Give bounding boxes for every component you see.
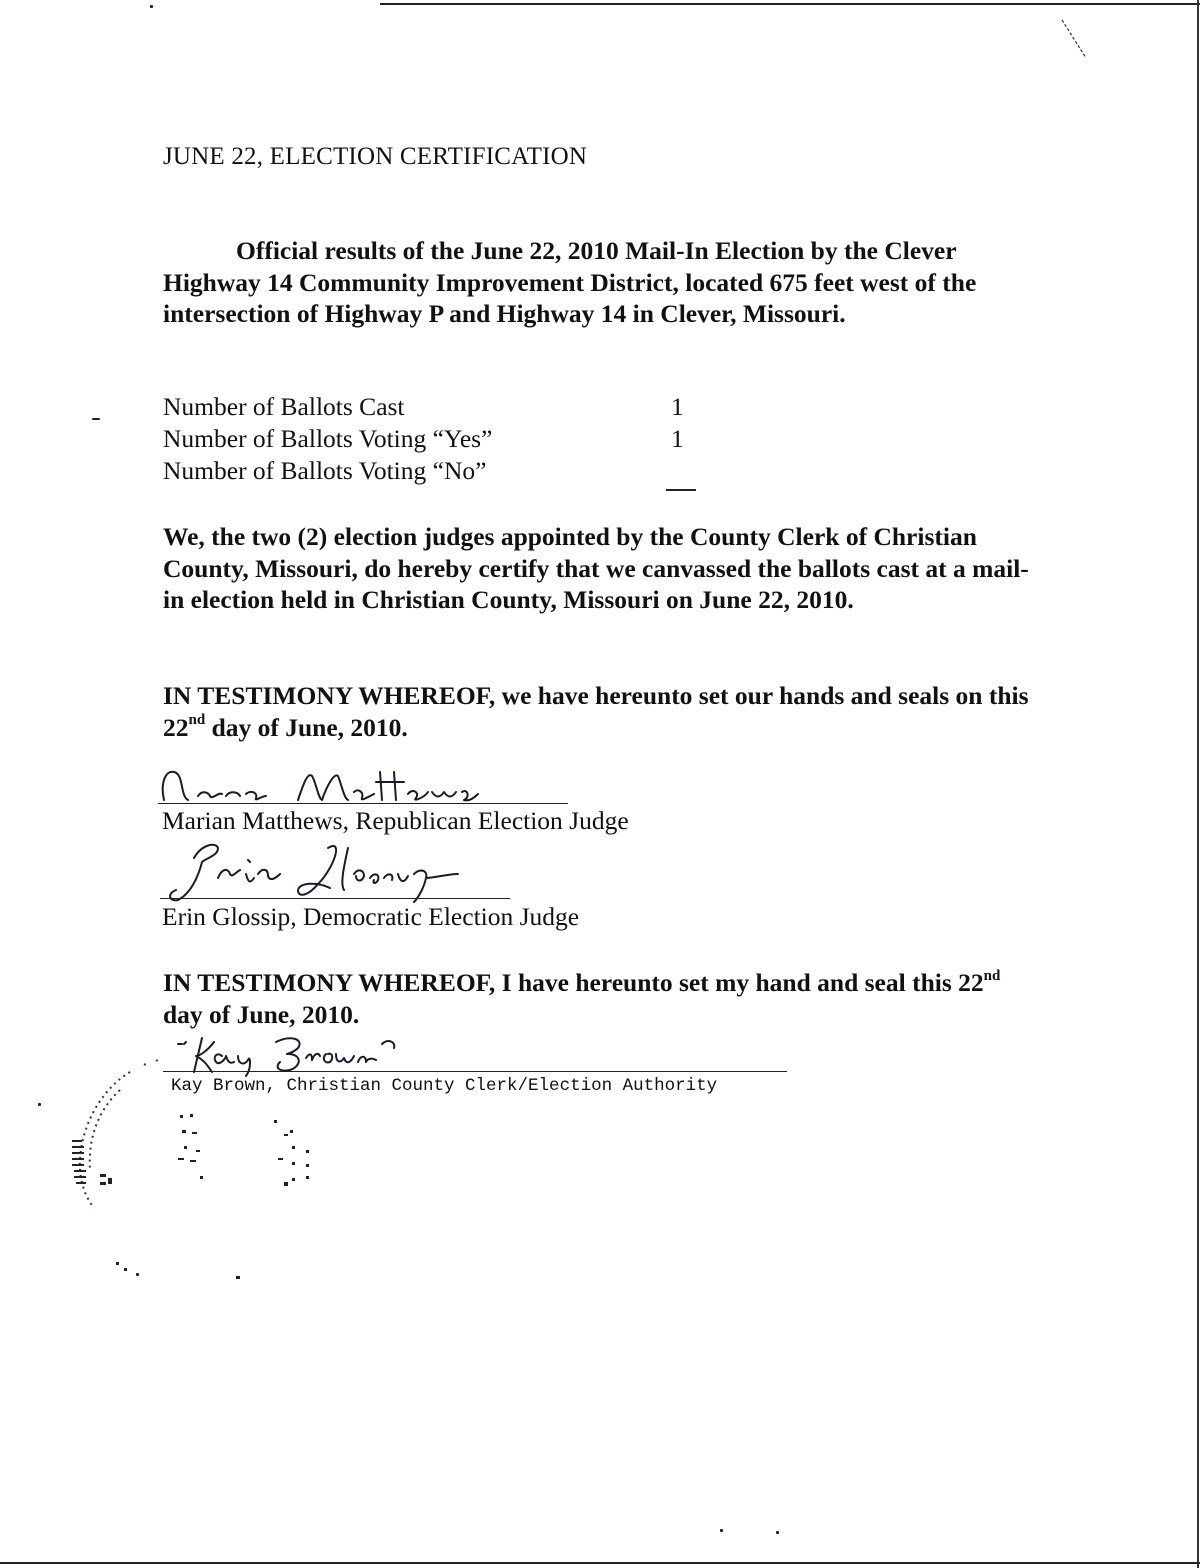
certification-paragraph: We, the two (2) election judges appointed by the County Clerk of Christian County, Missouri, do hereby certify that we canvassed the ballots cast at a mail-in election held in Christian County, Missouri on June 22, 2010. — [163, 522, 1029, 614]
testimony-judges — [163, 680, 1043, 743]
seal-impression — [60, 1050, 330, 1290]
testimony-clerk — [163, 967, 1043, 1030]
handwritten-signature — [158, 762, 578, 812]
tally-value: 1 — [671, 424, 684, 453]
testimony-text-end: day of June, 2010. — [205, 712, 408, 742]
scan-edge-right — [1197, 0, 1199, 1568]
tally-label: Number of Ballots Cast — [163, 392, 405, 421]
scan-edge-bottom — [0, 1562, 1200, 1564]
scan-edge-top — [380, 3, 1200, 5]
tally-label: Number of Ballots Voting “Yes” — [163, 424, 493, 453]
tally-blank-line — [666, 489, 696, 491]
scan-speck — [92, 418, 100, 420]
intro-text: Official results of the June 22, 2010 Mail-In Election by the Clever Highway 14 Community Improvement District, located 675 feet west of the intersection of Highway P and Highway 14 in Clever, Missouri. — [163, 236, 977, 328]
testimony-text: IN TESTIMONY WHEREOF, I have hereunto set my hand and seal this 22 — [163, 968, 984, 997]
scan-speck — [38, 1103, 41, 1106]
ordinal-suffix: nd — [188, 712, 206, 728]
testimony-text: IN TESTIMONY WHEREOF, we have hereunto set our hands and seals on this 22 — [163, 681, 1029, 742]
tally-label: Number of Ballots Voting “No” — [163, 456, 487, 485]
clerk-caption: Kay Brown, Christian County Clerk/Election Authority — [171, 1076, 718, 1096]
signature-line — [160, 898, 510, 899]
scan-speck — [776, 1531, 779, 1534]
ballot-tally — [163, 391, 723, 487]
testimony-text-end: day of June, 2010. — [163, 999, 360, 1029]
document-title: JUNE 22, ELECTION CERTIFICATION — [163, 143, 588, 170]
scan-speck — [720, 1529, 723, 1532]
intro-paragraph — [163, 235, 1043, 330]
scan-mark-top-right — [1060, 18, 1090, 63]
scan-speck — [150, 5, 153, 8]
tally-row-yes — [163, 423, 723, 455]
tally-value: 1 — [671, 392, 684, 421]
signature-line — [158, 803, 568, 804]
judge-caption: Erin Glossip, Democratic Election Judge — [162, 902, 580, 931]
ordinal-suffix: nd — [983, 967, 1001, 984]
judge-caption: Marian Matthews, Republican Election Judge — [162, 806, 629, 835]
tally-row-ballots-cast — [163, 391, 723, 423]
tally-row-no — [163, 455, 723, 487]
